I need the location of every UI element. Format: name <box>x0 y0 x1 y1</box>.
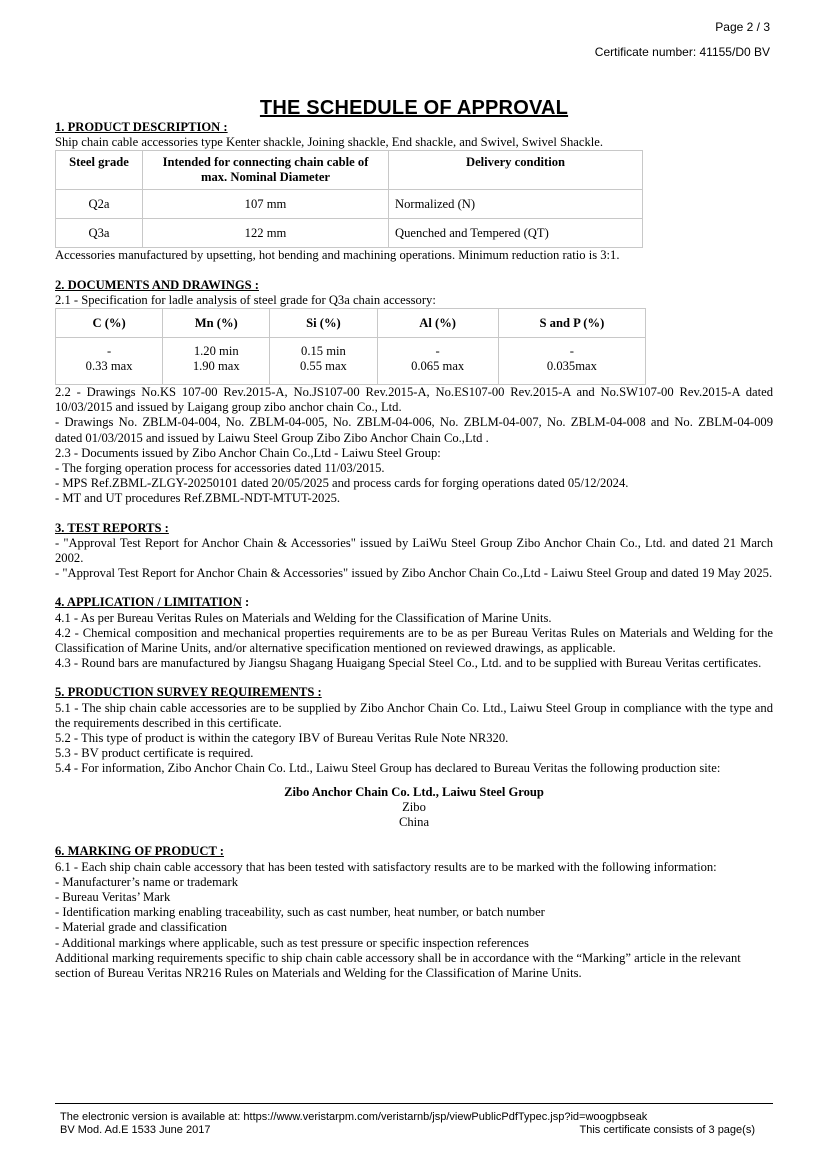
section-3-heading: 3. TEST REPORTS : <box>55 520 169 535</box>
table-cell: - 0.065 max <box>377 338 498 385</box>
section-1-heading: 1. PRODUCT DESCRIPTION : <box>55 120 228 134</box>
s4-p2: 4.2 - Chemical composition and mechanical properties requirements are to be as per Bureau Veritas Rules on Materials and Welding for the Classification of Marine Units, and/or alternative specification mentioned on reviewed drawings, as applicable. <box>55 625 773 656</box>
steel-grade-table <box>55 150 643 248</box>
section-6-heading: 6. MARKING OF PRODUCT : <box>55 844 224 859</box>
s5-p1: 5.1 - The ship chain cable accessories are to be supplied by Zibo Anchor Chain Co. Ltd., Laiwu Steel Group in compliance with the type and the requirements described in this certificate. <box>55 700 773 730</box>
table-cell: Q2a <box>56 190 143 219</box>
s2-p22b: - Drawings No. ZBLM-04-004, No. ZBLM-04-005, No. ZBLM-04-006, No. ZBLM-04-007, No. ZBLM-04-008 and No. ZBLM-04-009 dated 01/03/2015 and issued by Laiwu Steel Group Zibo Zibo Anchor Chain Co.,Ltd . <box>55 415 773 445</box>
production-site-country: China <box>398 815 430 830</box>
s1-intro: Ship chain cable accessories type Kenter shackle, Joining shackle, End shackle, and Swivel, Swivel Shackle. <box>55 135 604 150</box>
certificate-number: Certificate number: 41155/D0 BV <box>594 45 770 59</box>
section-5-heading: 5. PRODUCTION SURVEY REQUIREMENTS : <box>55 685 322 700</box>
s6-p2: Additional marking requirements specific to ship chain cable accessory shall be in accordance with the “Marking” article in the relevant section of Bureau Veritas NR216 Rules on Materials and Welding for the Classification of Marine Units. <box>55 950 741 980</box>
s5-p4: 5.4 - For information, Zibo Anchor Chain Co. Ltd., Laiwu Steel Group has declared to Bureau Veritas the following production site: <box>55 761 721 776</box>
table-row <box>56 219 643 248</box>
s1-note: Accessories manufactured by upsetting, hot bending and machining operations. Minimum reduction ratio is 3:1. <box>55 248 620 263</box>
table-header: C (%) <box>56 309 163 338</box>
marking-item: - Additional markings where applicable, such as test pressure or specific inspection references <box>55 935 529 950</box>
s5-p3: 5.3 - BV product certificate is required. <box>55 746 254 761</box>
s2-p23a: - The forging operation process for accessories dated 11/03/2015. <box>55 461 385 476</box>
page-title: THE SCHEDULE OF APPROVAL <box>259 97 569 119</box>
table-cell: Normalized (N) <box>389 190 643 219</box>
marking-item: - Manufacturer’s name or trademark <box>55 874 238 889</box>
ladle-analysis-table <box>55 308 646 385</box>
production-site-city: Zibo <box>402 799 426 814</box>
table-cell: - 0.33 max <box>56 338 163 385</box>
table-cell: Q3a <box>56 219 143 248</box>
table-cell: Quenched and Tempered (QT) <box>389 219 643 248</box>
footer-electronic-link[interactable]: The electronic version is available at: https://www.veristarpm.com/veristarnb/jsp/viewPublicPdfTypec.jsp?id=woogpbseak <box>60 1111 648 1123</box>
s2-p23c: - MT and UT procedures Ref.ZBML-NDT-MTUT-2025. <box>55 491 341 506</box>
s2-p23b: - MPS Ref.ZBML-ZLGY-20250101 dated 20/05/2025 and process cards for forging operations dated 05/12/2024. <box>55 476 629 491</box>
section-2-heading: 2. DOCUMENTS AND DRAWINGS : <box>55 277 259 292</box>
s2-p22a: 2.2 - Drawings No.KS 107-00 Rev.2015-A, No.JS107-00 Rev.2015-A, No.ES107-00 Rev.2015-A and No.SW107-00 Rev.2015-A dated 10/03/2015 and issued by Laigang group zibo anchor chain Co., Ltd. <box>55 385 773 415</box>
s6-p1: 6.1 - Each ship chain cable accessory that has been tested with satisfactory results are to be marked with the following information: <box>55 859 717 874</box>
page-footer <box>55 1103 773 1137</box>
document-body <box>55 96 773 981</box>
table-cell: 107 mm <box>143 190 389 219</box>
table-header: Delivery condition <box>389 151 643 190</box>
table-header-row <box>56 151 643 190</box>
section-4-colon: : <box>241 595 250 610</box>
footer-bottom-line <box>55 1124 773 1137</box>
table-header: Si (%) <box>270 309 377 338</box>
table-row <box>56 190 643 219</box>
footer-electronic-line <box>55 1111 773 1124</box>
marking-item: - Bureau Veritas’ Mark <box>55 889 171 904</box>
table-cell: 122 mm <box>143 219 389 248</box>
production-site-name: Zibo Anchor Chain Co. Ltd., Laiwu Steel Group <box>284 784 544 799</box>
table-cell: 0.15 min 0.55 max <box>270 338 377 385</box>
s4-p1: 4.1 - As per Bureau Veritas Rules on Materials and Welding for the Classification of Marine Units. <box>55 610 552 625</box>
table-cell: 1.20 min 1.90 max <box>163 338 270 385</box>
table-cell: - 0.035max <box>498 338 645 385</box>
s3-p2: - "Approval Test Report for Anchor Chain & Accessories" issued by Zibo Anchor Chain Co.,Ltd - Laiwu Steel Group and dated 19 May 2025. <box>55 566 773 581</box>
s2-p23: 2.3 - Documents issued by Zibo Anchor Chain Co.,Ltd - Laiwu Steel Group: <box>55 445 441 460</box>
section-4-heading: 4. APPLICATION / LIMITATION <box>55 595 242 610</box>
table-row <box>56 338 646 385</box>
footer-page-count: This certificate consists of 3 page(s) <box>579 1124 755 1136</box>
marking-item: - Material grade and classification <box>55 920 228 935</box>
page-number: Page 2 / 3 <box>715 20 770 34</box>
section-4-heading-line <box>55 595 773 610</box>
s4-p3: 4.3 - Round bars are manufactured by Jiangsu Shagang Huaigang Special Steel Co., Ltd. and to be supplied with Bureau Veritas certificates. <box>55 656 762 671</box>
s5-p2: 5.2 - This type of product is within the category IBV of Bureau Veritas Rule Note NR320. <box>55 731 509 746</box>
table-header: Al (%) <box>377 309 498 338</box>
marking-item: - Identification marking enabling traceability, such as cast number, heat number, or batch number <box>55 905 545 920</box>
table-header: Mn (%) <box>163 309 270 338</box>
s3-p1: - "Approval Test Report for Anchor Chain & Accessories" issued by LaiWu Steel Group Zibo Anchor Chain Co., Ltd. and dated 21 March 2002. <box>55 535 773 566</box>
s2-p21: 2.1 - Specification for ladle analysis of steel grade for Q3a chain accessory: <box>55 292 436 307</box>
table-header-row <box>56 309 646 338</box>
footer-form-ref: BV Mod. Ad.E 1533 June 2017 <box>60 1124 211 1136</box>
table-header: S and P (%) <box>498 309 645 338</box>
table-header: Intended for connecting chain cable of max. Nominal Diameter <box>143 151 389 190</box>
table-header: Steel grade <box>56 151 143 190</box>
